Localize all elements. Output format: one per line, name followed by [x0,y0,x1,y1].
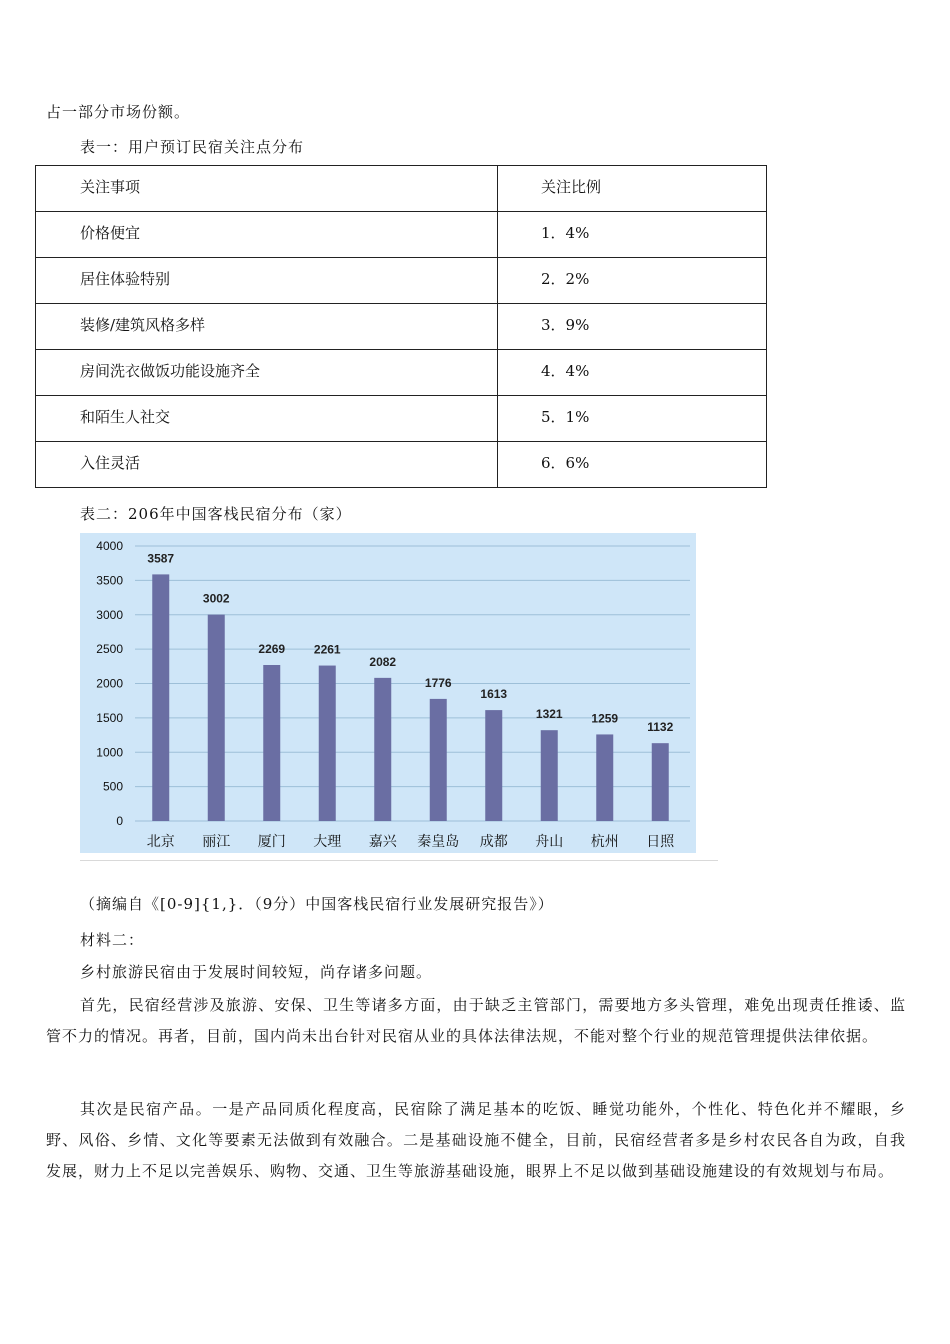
table-cell-ratio: 3．9% [498,304,767,350]
bar [208,615,225,821]
source-note: （摘编自《[0-9]{1,}．（9分）中国客栈民宿行业发展研究报告》） [80,895,554,913]
y-tick-label: 0 [116,814,123,828]
bar [596,734,613,821]
bar-value-label: 2261 [313,642,341,657]
bar-value-label: 1613 [480,687,508,702]
table-cell-ratio: 5．1% [498,396,767,442]
bar [152,574,169,821]
bar [430,699,447,821]
bar [319,666,336,821]
table-cell-ratio: 4．4% [498,350,767,396]
bar-value-label: 1132 [647,720,674,735]
table-cell-ratio: 6．6% [498,442,767,488]
table-row [36,212,767,258]
table-row [36,350,767,396]
paragraph-intro: 乡村旅游民宿由于发展时间较短，尚存诸多问题。 [80,963,433,981]
table-header-item: 关注事项 [36,166,498,212]
bar-value-label: 3002 [202,591,230,606]
bar-value-label: 1259 [591,711,619,726]
table-cell-item: 价格便宜 [36,212,498,258]
x-tick-label: 成都 [479,834,508,850]
x-tick-label: 日照 [646,834,675,850]
bar [485,710,502,821]
y-tick-label: 2500 [96,642,123,657]
table-header-ratio: 关注比例 [498,166,767,212]
paragraph-first: 首先，民宿经营涉及旅游、安保、卫生等诸多方面，由于缺乏主管部门，需要地方多头管理，难免出现责任推诿、监管不力的情况。再者，目前，国内尚未出台针对民宿从业的具体法律法规，不能对整个行业的规范管理提供法律依据。 [46,996,906,1045]
table-cell-item: 居住体验特别 [36,258,498,304]
intro-line: 占一部分市场份额。 [46,103,191,121]
x-tick-label: 秦皇岛 [417,834,460,850]
y-tick-label: 3500 [96,573,123,588]
table-row [36,304,767,350]
table-cell-item: 装修/建筑风格多样 [36,304,498,350]
y-tick-label: 500 [102,779,123,794]
chart-divider [80,860,718,861]
bar [263,665,280,821]
y-tick-label: 4000 [96,539,123,553]
x-tick-label: 大理 [313,834,342,850]
attention-table [35,165,767,488]
y-tick-label: 1500 [96,710,123,725]
table2-caption: 表二：206年中国客栈民宿分布（家） [80,505,352,523]
table-row [36,258,767,304]
paragraph-second: 其次是民宿产品。一是产品同质化程度高，民宿除了满足基本的吃饭、睡觉功能外，个性化、特色化并不耀眼，乡野、风俗、乡情、文化等要素无法做到有效融合。二是基础设施不健全，目前，民宿经营者多是乡村农民各自为政，自我发展，财力上不足以完善娱乐、购物、交通、卫生等旅游基础设施，眼界上不足以做到基础设施建设的有效规划与布局。 [46,1100,906,1180]
table1-caption: 表一：用户预订民宿关注点分布 [80,138,305,156]
y-tick-label: 3000 [96,607,123,622]
bar [374,678,391,821]
bar [652,743,669,821]
table-cell-ratio: 1．4% [498,212,767,258]
table-cell-ratio: 2．2% [498,258,767,304]
material-two-heading: 材料二： [80,931,145,949]
table-cell-item: 入住灵活 [36,442,498,488]
inn-distribution-chart [80,533,696,853]
x-tick-label: 杭州 [590,834,619,850]
bar-value-label: 1776 [424,675,452,690]
x-tick-label: 丽江 [202,834,231,850]
y-tick-label: 2000 [96,676,123,691]
x-tick-label: 厦门 [257,834,286,850]
table-row [36,396,767,442]
x-tick-label: 北京 [146,834,175,850]
table-header-row [36,166,767,212]
y-tick-label: 1000 [96,745,123,760]
bar-value-label: 2269 [258,642,286,657]
x-tick-label: 嘉兴 [368,834,397,850]
x-tick-label: 舟山 [535,834,564,850]
bar-value-label: 2082 [369,654,397,669]
table-cell-item: 房间洗衣做饭功能设施齐全 [36,350,498,396]
table-cell-item: 和陌生人社交 [36,396,498,442]
table-row [36,442,767,488]
bar-value-label: 1321 [535,707,563,722]
bar [541,730,558,821]
bar-value-label: 3587 [147,551,175,566]
